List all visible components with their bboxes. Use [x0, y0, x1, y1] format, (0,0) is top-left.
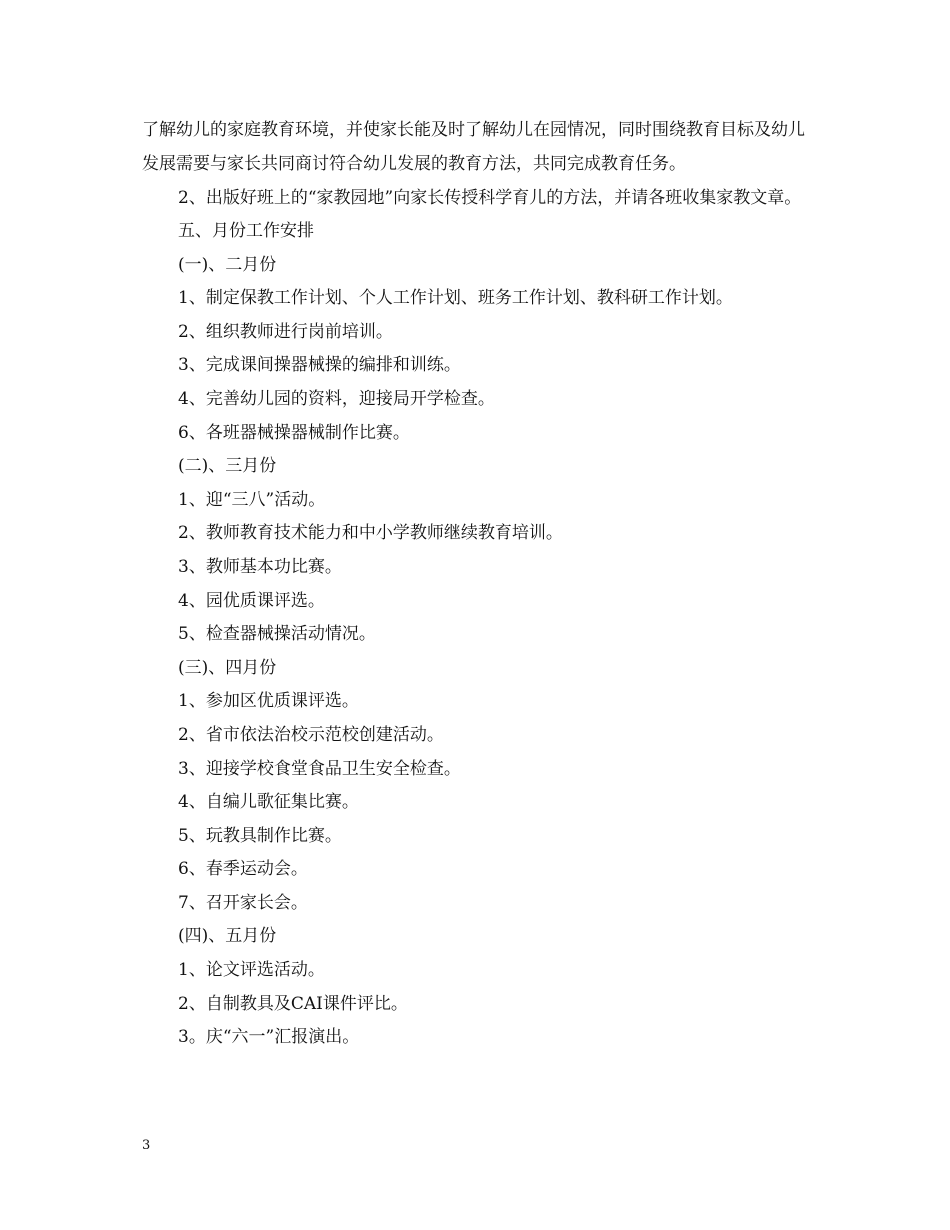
list-item: 3、完成课间操器械操的编排和训练。	[178, 355, 461, 376]
subheading-march: (二)、三月份	[178, 456, 277, 477]
list-item: 6、各班器械操器械制作比赛。	[178, 422, 410, 443]
page-number: 3	[142, 1138, 151, 1153]
list-item: 2、组织教师进行岗前培训。	[178, 321, 393, 342]
list-item: 6、春季运动会。	[178, 859, 308, 880]
list-item: 4、完善幼儿园的资料，迎接局开学检查。	[178, 388, 495, 409]
list-item: 4、园优质课评选。	[178, 590, 325, 611]
list-item: 2、教师教育技术能力和中小学教师继续教育培训。	[178, 523, 563, 544]
list-item: 3。庆“六一”汇报演出。	[178, 1027, 360, 1048]
subheading-february: (一)、二月份	[178, 254, 277, 275]
list-item: 2、省市依法治校示范校创建活动。	[178, 724, 444, 745]
list-item: 7、召开家长会。	[178, 892, 308, 913]
list-item: 5、检查器械操活动情况。	[178, 624, 376, 645]
list-item: 5、玩教具制作比赛。	[178, 825, 342, 846]
subheading-may: (四)、五月份	[178, 926, 277, 947]
document-body	[142, 113, 810, 1055]
subheading-april: (三)、四月份	[178, 657, 277, 678]
list-item: 3、迎接学校食堂食品卫生安全检查。	[178, 758, 461, 779]
list-item: 1、制定保教工作计划、个人工作计划、班务工作计划、教科研工作计划。	[178, 288, 733, 309]
paragraph-family-education: 了解幼儿的家庭教育环境，并使家长能及时了解幼儿在园情况，同时围绕教育目标及幼儿发展需要与家长共同商讨符合幼儿发展的教育方法，共同完成教育任务。	[142, 120, 805, 174]
list-item: 4、自编儿歌征集比赛。	[178, 792, 359, 813]
list-item: 1、参加区优质课评选。	[178, 691, 359, 712]
section-heading-monthly-schedule: 五、月份工作安排	[178, 221, 314, 241]
list-item: 1、论文评选活动。	[178, 960, 325, 981]
paragraph-parent-corner: 2、出版好班上的“家教园地”向家长传授科学育儿的方法，并请各班收集家教文章。	[178, 188, 802, 208]
list-item: 2、自制教具及CAI课件评比。	[178, 993, 408, 1014]
list-item: 3、教师基本功比赛。	[178, 556, 342, 577]
list-item: 1、迎“三八”活动。	[178, 489, 326, 510]
